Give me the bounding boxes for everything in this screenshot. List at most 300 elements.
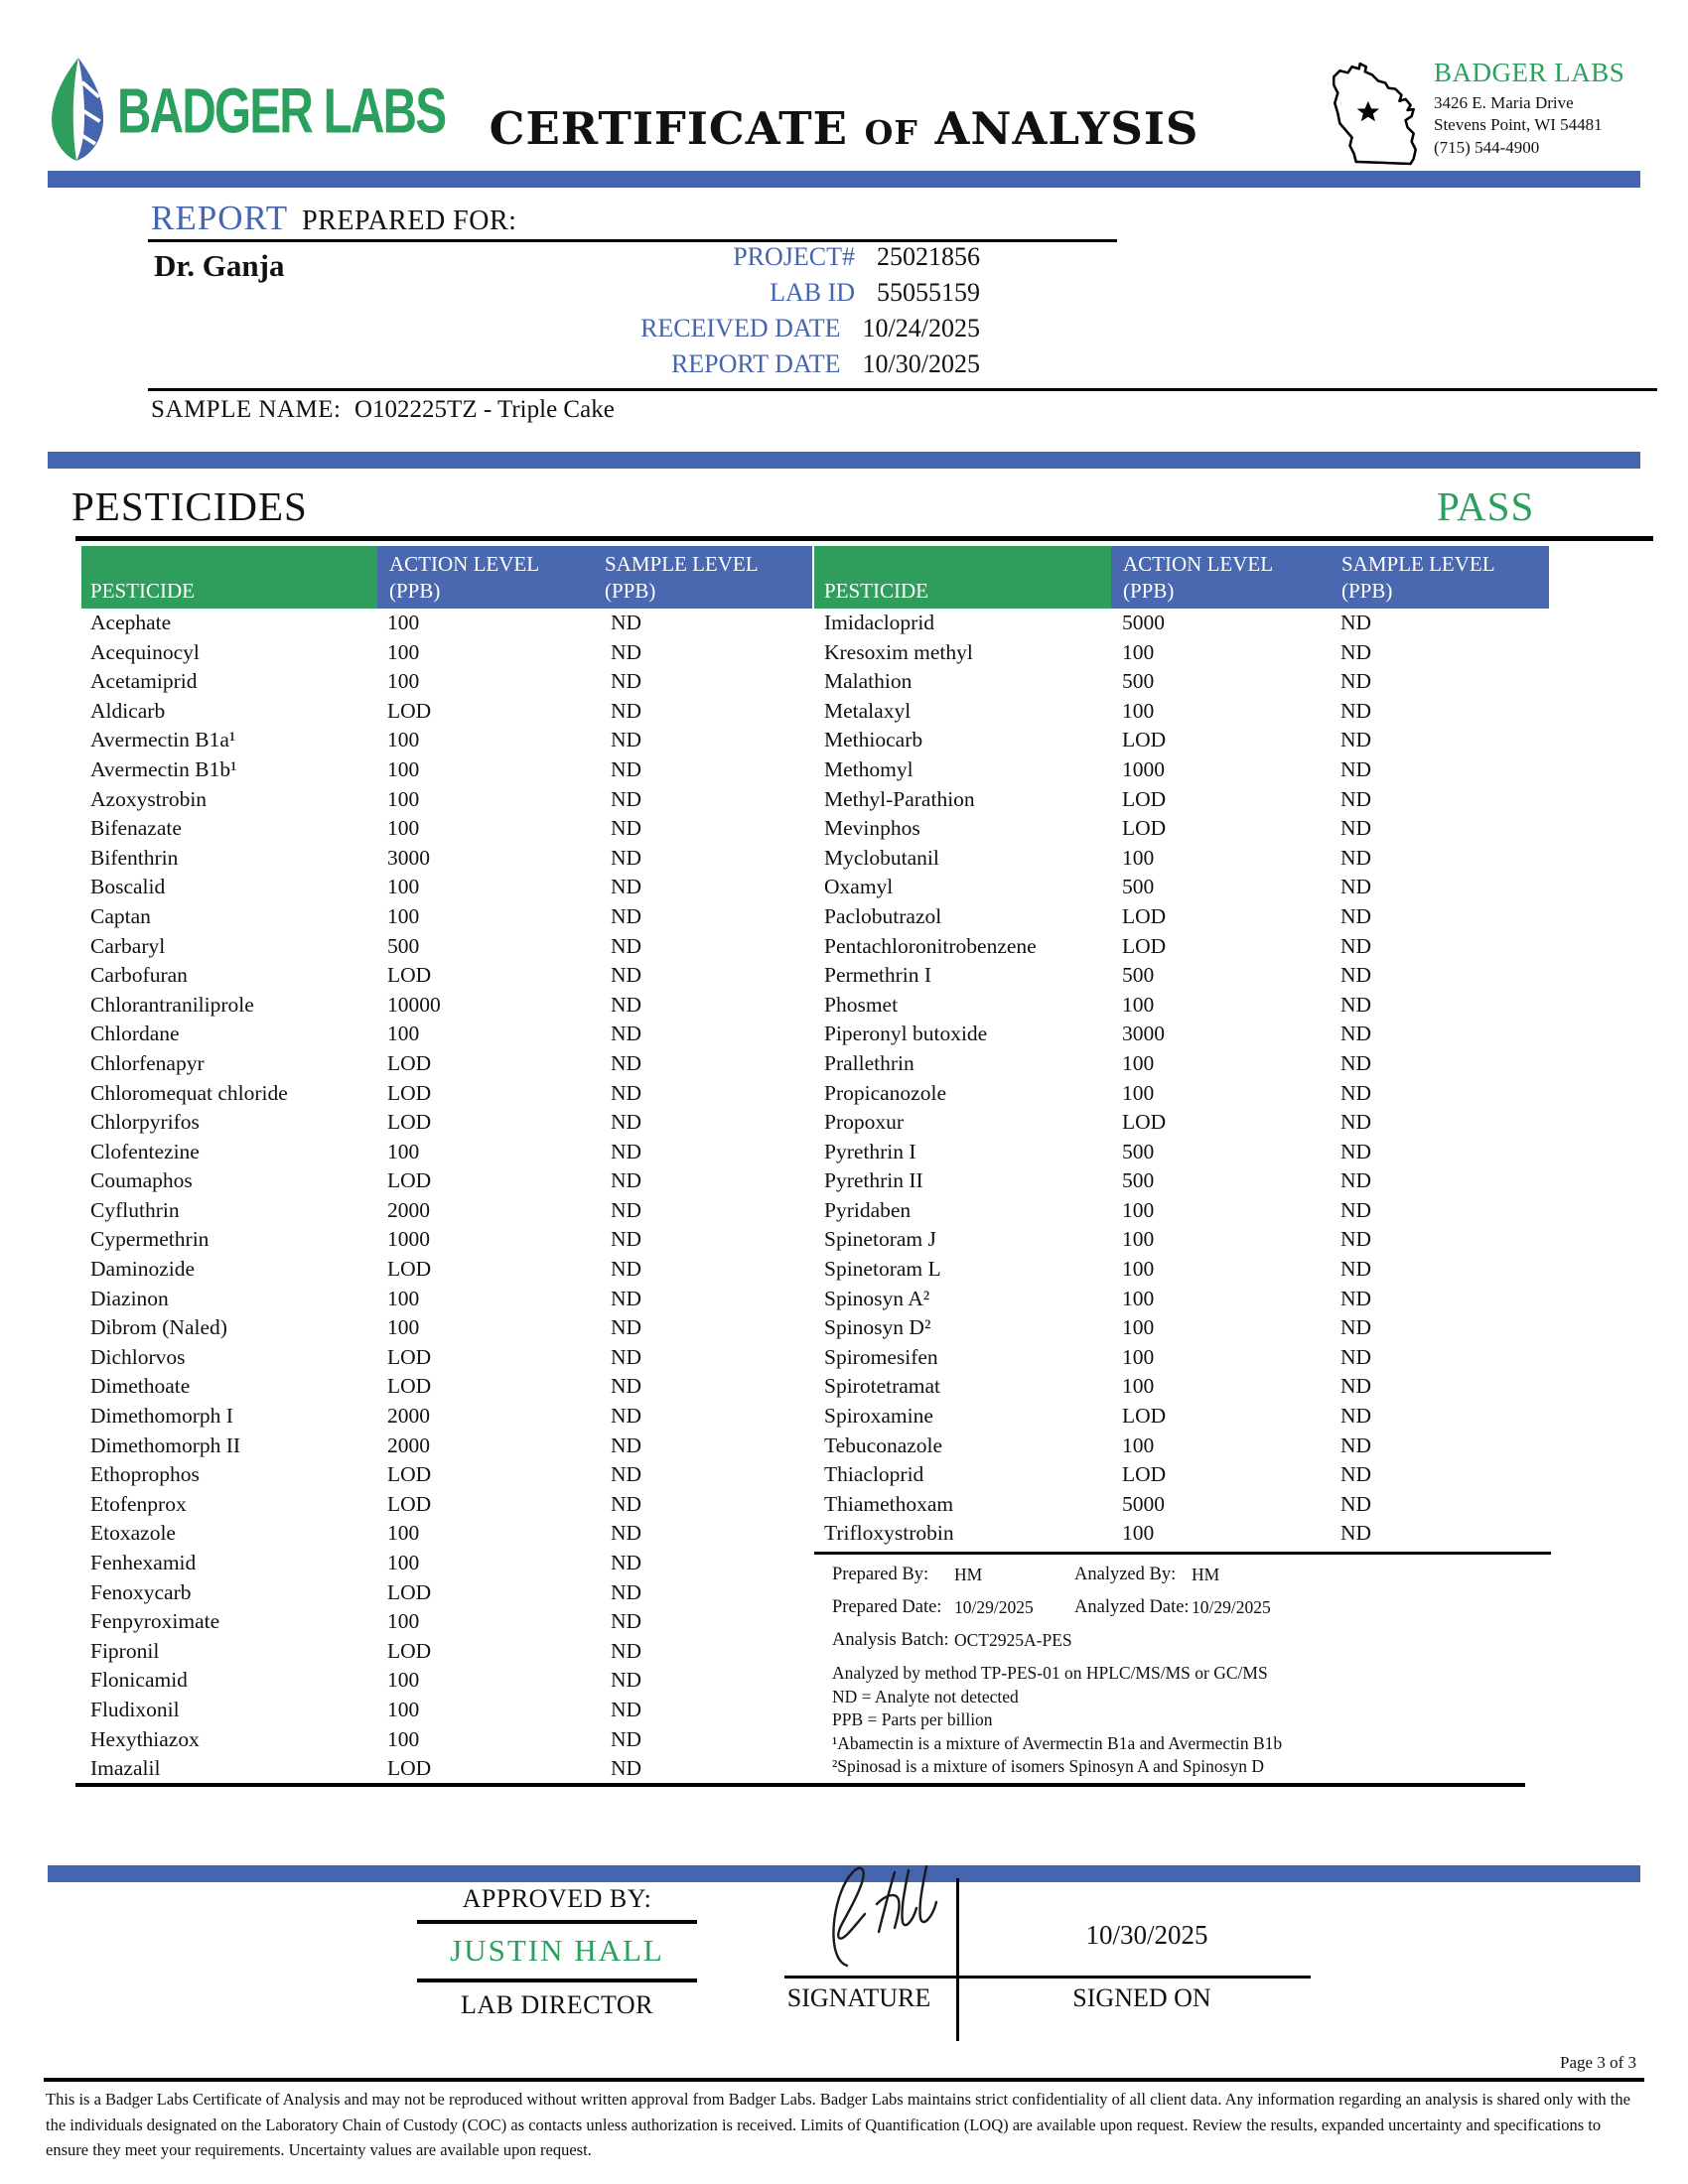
action-level-cell: 100 xyxy=(1122,639,1155,664)
method-note-line: ND = Analyte not detected xyxy=(832,1686,1019,1706)
sample-name-label: SAMPLE NAME: xyxy=(151,396,342,423)
prepared-date-label: Prepared Date: xyxy=(832,1597,942,1617)
analyzed-date-value: 10/29/2025 xyxy=(1192,1597,1271,1617)
pesticide-name-cell: Paclobutrazol xyxy=(824,903,942,928)
pesticide-row xyxy=(814,961,1551,991)
title-analysis: ANALYSIS xyxy=(934,102,1199,155)
pesticide-row xyxy=(814,1372,1551,1402)
sample-level-cell: ND xyxy=(1340,698,1372,723)
action-level-cell: LOD xyxy=(387,1491,432,1516)
pesticide-name-cell: Dimethoate xyxy=(90,1374,191,1399)
analyzed-date-label: Analyzed Date: xyxy=(1074,1597,1190,1617)
pesticide-row xyxy=(81,844,812,874)
pesticide-name-cell: Azoxystrobin xyxy=(90,786,208,811)
sample-level-cell: ND xyxy=(1340,1168,1372,1193)
action-level-cell: 100 xyxy=(387,1022,420,1046)
action-level-cell: 100 xyxy=(1122,1227,1155,1252)
sample-level-cell: ND xyxy=(611,639,642,664)
action-level-cell: 500 xyxy=(1122,669,1155,694)
pesticide-row xyxy=(814,697,1551,727)
sample-level-cell: ND xyxy=(1340,1050,1372,1075)
sample-level-cell: ND xyxy=(611,903,642,928)
action-level-cell: LOD xyxy=(387,1579,432,1604)
pesticide-row xyxy=(81,1313,812,1343)
pesticide-name-cell: Oxamyl xyxy=(824,875,894,899)
sample-level-cell: ND xyxy=(611,1579,642,1604)
sample-level-cell: ND xyxy=(611,1433,642,1457)
approver-name: JUSTIN HALL xyxy=(450,1933,664,1968)
pesticide-name-cell: Chlorantraniliprole xyxy=(90,992,254,1017)
sample-level-cell: ND xyxy=(611,1462,642,1487)
sample-level-cell: ND xyxy=(611,1404,642,1429)
action-level-cell: 100 xyxy=(387,1315,420,1340)
pesticide-row xyxy=(81,1196,812,1226)
pesticide-name-cell: Permethrin I xyxy=(824,963,932,988)
sample-level-cell: ND xyxy=(611,1697,642,1721)
sample-level-cell: ND xyxy=(1340,933,1372,958)
action-level-cell: 3000 xyxy=(387,845,430,870)
pesticide-name-cell: Cypermethrin xyxy=(90,1227,210,1252)
action-level-cell: 10000 xyxy=(387,992,441,1017)
pesticide-row xyxy=(81,667,812,697)
report-info-value: 55055159 xyxy=(877,278,980,307)
sample-level-cell: ND xyxy=(611,1110,642,1135)
pesticide-row xyxy=(81,873,812,902)
pesticide-row xyxy=(81,1372,812,1402)
wisconsin-state-icon xyxy=(1323,55,1430,166)
analyzed-by-label: Analyzed By: xyxy=(1074,1565,1177,1584)
action-level-cell: 500 xyxy=(1122,1139,1155,1163)
pesticide-name-cell: Metalaxyl xyxy=(824,698,912,723)
pesticide-row xyxy=(81,1519,812,1549)
action-level-cell: 100 xyxy=(1122,992,1155,1017)
action-level-cell: LOD xyxy=(1122,933,1167,958)
sample-level-cell: ND xyxy=(1340,1315,1372,1340)
action-level-cell: 100 xyxy=(387,611,420,634)
divider-bar-middle xyxy=(48,452,1640,469)
pesticide-name-cell: Daminozide xyxy=(90,1257,196,1282)
action-level-cell: 5000 xyxy=(1122,1491,1165,1516)
signature-divider-line xyxy=(956,1878,959,2041)
sample-level-cell: ND xyxy=(611,1197,642,1222)
pesticide-name-cell: Malathion xyxy=(824,669,913,694)
sample-level-cell: ND xyxy=(611,1638,642,1663)
analysis-batch-label: Analysis Batch: xyxy=(832,1630,949,1650)
pesticide-name-cell: Bifenthrin xyxy=(90,845,179,870)
sample-level-cell: ND xyxy=(611,1080,642,1105)
action-level-cell: 2000 xyxy=(387,1197,430,1222)
action-level-cell: 500 xyxy=(1122,963,1155,988)
prepared-analyzed-by-row xyxy=(814,1559,1551,1591)
sample-level-cell: ND xyxy=(1340,1286,1372,1310)
action-level-cell: 100 xyxy=(1122,1521,1155,1546)
analyzed-by-value: HM xyxy=(1192,1565,1220,1584)
pesticide-row xyxy=(814,1166,1551,1196)
action-level-cell: 100 xyxy=(1122,698,1155,723)
action-level-cell: 500 xyxy=(1122,1168,1155,1193)
pesticide-row xyxy=(814,1343,1551,1373)
sample-level-cell: ND xyxy=(611,1257,642,1282)
disclaimer-text: This is a Badger Labs Certificate of Analysis and may not be reproduced without written approval from Badger Labs. Badger Labs maintains strict confidentiality of all client data. Any information regarding an analysis is shared only with the the individuals designated on the Laboratory Chain of Custody (COC) as contacts unless authorization is received. Limits of Quantification (LOQ) are available upon request. Review the results, expanded uncertainty and specifications to ensure they meet your requirements. Uncertainty values are available upon request. xyxy=(46,2090,1630,2160)
sample-level-cell: ND xyxy=(611,816,642,841)
pesticides-table-left-rows xyxy=(81,609,812,1784)
approved-by-label: APPROVED BY: xyxy=(462,1884,652,1913)
action-level-cell: 100 xyxy=(387,903,420,928)
action-level-cell: LOD xyxy=(387,1050,432,1075)
pesticide-row xyxy=(814,1285,1551,1314)
prepared-by-label: Prepared By: xyxy=(832,1565,929,1584)
pesticide-name-cell: Fludixonil xyxy=(90,1697,180,1721)
sample-level-cell: ND xyxy=(611,1022,642,1046)
report-info-label: REPORT DATE xyxy=(670,349,841,378)
action-level-cell: 500 xyxy=(1122,875,1155,899)
pesticide-row xyxy=(81,755,812,785)
col-header-pesticide-left: PESTICIDE xyxy=(81,546,377,609)
pesticide-row xyxy=(814,638,1551,668)
pesticide-name-cell: Tebuconazole xyxy=(824,1433,943,1457)
pesticides-table-right-rows xyxy=(814,609,1551,1549)
client-name: Dr. Ganja xyxy=(154,248,285,283)
pesticide-name-cell: Spinetoram J xyxy=(824,1227,936,1252)
prepared-analyzed-date-row xyxy=(814,1591,1551,1624)
sample-level-cell: ND xyxy=(1340,963,1372,988)
lab-address xyxy=(1434,92,1624,159)
pesticide-name-cell: Etoxazole xyxy=(90,1521,176,1546)
report-prepared-for-heading xyxy=(151,199,516,238)
pesticide-row xyxy=(81,1578,812,1608)
report-info-row xyxy=(496,314,980,349)
pesticide-name-cell: Hexythiazox xyxy=(90,1726,200,1751)
signature-image xyxy=(809,1848,978,1976)
sample-level-cell: ND xyxy=(1340,1374,1372,1399)
action-level-cell: LOD xyxy=(1122,903,1167,928)
report-info-value: 10/24/2025 xyxy=(862,314,980,342)
badger-labs-leaf-logo-icon xyxy=(45,56,110,163)
pesticide-row xyxy=(81,1549,812,1578)
action-level-cell: LOD xyxy=(387,698,432,723)
action-level-cell: LOD xyxy=(387,1257,432,1282)
pesticide-row xyxy=(81,991,812,1021)
title-certificate: CERTIFICATE xyxy=(489,102,848,155)
pesticide-name-cell: Prallethrin xyxy=(824,1050,914,1075)
sample-level-cell: ND xyxy=(1340,669,1372,694)
pesticide-name-cell: Spinosyn D² xyxy=(824,1315,931,1340)
report-info-value: 10/30/2025 xyxy=(862,349,980,378)
pesticide-row xyxy=(81,1607,812,1637)
pesticide-row xyxy=(814,1020,1551,1049)
action-level-cell: 3000 xyxy=(1122,1022,1165,1046)
pesticide-name-cell: Dimethomorph I xyxy=(90,1404,233,1429)
pesticide-name-cell: Aldicarb xyxy=(90,698,166,723)
pesticide-name-cell: Pentachloronitrobenzene xyxy=(824,933,1037,958)
sample-level-cell: ND xyxy=(1340,1433,1372,1457)
pesticide-name-cell: Carbaryl xyxy=(90,933,166,958)
method-notes xyxy=(832,1662,1551,1779)
action-level-cell: 100 xyxy=(1122,1344,1155,1369)
pesticide-row xyxy=(814,1255,1551,1285)
prepared-for-label: PREPARED FOR: xyxy=(302,205,517,236)
pesticide-row xyxy=(81,1460,812,1490)
report-info-label: LAB ID xyxy=(770,278,855,307)
pesticide-row xyxy=(81,1696,812,1725)
pesticide-name-cell: Propoxur xyxy=(824,1110,905,1135)
col-header-action-left: ACTION LEVEL (PPB) xyxy=(389,552,540,604)
pesticide-row xyxy=(814,667,1551,697)
report-info-value: 25021856 xyxy=(877,242,980,271)
sample-level-cell: ND xyxy=(611,1491,642,1516)
sample-level-cell: ND xyxy=(611,1050,642,1075)
pesticide-row xyxy=(81,697,812,727)
report-info-row xyxy=(496,242,980,278)
pesticide-name-cell: Cyfluthrin xyxy=(90,1197,180,1222)
sample-level-cell: ND xyxy=(611,1168,642,1193)
action-level-cell: 100 xyxy=(1122,1286,1155,1310)
pesticide-row xyxy=(814,873,1551,902)
col-header-action-right: ACTION LEVEL (PPB) xyxy=(1123,552,1274,604)
action-level-cell: 100 xyxy=(387,1521,420,1546)
analysis-batch-value: OCT2925A-PES xyxy=(954,1630,1072,1650)
pesticide-name-cell: Phosmet xyxy=(824,992,899,1017)
action-level-cell: 1000 xyxy=(387,1227,430,1252)
pesticide-row xyxy=(81,785,812,815)
action-level-cell: 100 xyxy=(1122,845,1155,870)
sample-level-cell: ND xyxy=(1340,816,1372,841)
divider-bar-top xyxy=(48,171,1640,188)
sample-level-cell: ND xyxy=(1340,1139,1372,1163)
sample-level-cell: ND xyxy=(611,1374,642,1399)
sample-level-cell: ND xyxy=(1340,1462,1372,1487)
sample-level-cell: ND xyxy=(611,875,642,899)
pesticide-row xyxy=(814,1519,1551,1549)
pesticide-row xyxy=(814,1108,1551,1138)
pesticide-row xyxy=(81,609,812,638)
pesticide-row xyxy=(81,1225,812,1255)
action-level-cell: 100 xyxy=(387,669,420,694)
pesticide-name-cell: Spinosyn A² xyxy=(824,1286,930,1310)
pesticide-name-cell: Trifloxystrobin xyxy=(824,1521,954,1546)
action-level-cell: 100 xyxy=(387,728,420,752)
sample-level-cell: ND xyxy=(611,845,642,870)
pesticide-row xyxy=(81,814,812,844)
action-level-cell: LOD xyxy=(1122,1110,1167,1135)
sample-level-cell: ND xyxy=(1340,1404,1372,1429)
sample-level-cell: ND xyxy=(611,1521,642,1546)
method-note-line: ²Spinosad is a mixture of isomers Spinosyn A and Spinosyn D xyxy=(832,1756,1264,1776)
pesticide-name-cell: Dimethomorph II xyxy=(90,1433,241,1457)
lab-address-line: Stevens Point, WI 54481 xyxy=(1434,115,1603,135)
pesticide-name-cell: Piperonyl butoxide xyxy=(824,1022,988,1046)
pesticide-row xyxy=(81,932,812,962)
method-note-line: Analyzed by method TP-PES-01 on HPLC/MS/MS or GC/MS xyxy=(832,1663,1268,1683)
logo-wordmark: BADGER LABS xyxy=(117,74,446,146)
footer-rule xyxy=(44,2078,1644,2082)
sample-level-cell: ND xyxy=(611,933,642,958)
col-header-sample-right: SAMPLE LEVEL (PPB) xyxy=(1341,552,1495,604)
action-level-cell: 100 xyxy=(1122,1257,1155,1282)
pesticide-row xyxy=(81,1490,812,1520)
right-column-bottom-rule xyxy=(814,1552,1551,1555)
pesticide-name-cell: Chlorfenapyr xyxy=(90,1050,205,1075)
method-note-line: PPB = Parts per billion xyxy=(832,1709,993,1729)
action-level-cell: 100 xyxy=(387,1668,420,1693)
section-title: PESTICIDES xyxy=(71,483,308,529)
sample-level-cell: ND xyxy=(611,786,642,811)
pesticide-name-cell: Methiocarb xyxy=(824,728,923,752)
pesticide-name-cell: Coumaphos xyxy=(90,1168,193,1193)
pesticide-name-cell: Thiacloprid xyxy=(824,1462,924,1487)
pesticide-row xyxy=(81,1108,812,1138)
pesticide-row xyxy=(81,902,812,932)
sample-level-cell: ND xyxy=(1340,1110,1372,1135)
sample-name-rule xyxy=(148,388,1657,391)
sample-level-cell: ND xyxy=(611,1344,642,1369)
report-info-row xyxy=(496,349,980,385)
pesticide-row xyxy=(814,785,1551,815)
sample-level-cell: ND xyxy=(611,1139,642,1163)
action-level-cell: LOD xyxy=(387,1344,432,1369)
action-level-cell: 100 xyxy=(1122,1433,1155,1457)
pesticide-name-cell: Methomyl xyxy=(824,756,914,781)
pesticide-name-cell: Dichlorvos xyxy=(90,1344,186,1369)
pesticide-name-cell: Fenpyroximate xyxy=(90,1609,220,1634)
pesticide-name-cell: Pyrethrin II xyxy=(824,1168,923,1193)
pesticide-row xyxy=(814,844,1551,874)
sample-level-cell: ND xyxy=(611,963,642,988)
pesticide-name-cell: Captan xyxy=(90,903,151,928)
approver-rule xyxy=(417,1979,697,1982)
pesticide-row xyxy=(814,609,1551,638)
action-level-cell: 100 xyxy=(387,1139,420,1163)
action-level-cell: LOD xyxy=(387,1374,432,1399)
pesticide-row xyxy=(81,1049,812,1079)
action-level-cell: 2000 xyxy=(387,1404,430,1429)
pesticide-name-cell: Dibrom (Naled) xyxy=(90,1315,227,1340)
action-level-cell: LOD xyxy=(387,1080,432,1105)
pesticide-name-cell: Chloromequat chloride xyxy=(90,1080,288,1105)
action-level-cell: LOD xyxy=(387,1462,432,1487)
status-badge: PASS xyxy=(1437,483,1535,529)
sample-level-cell: ND xyxy=(611,611,642,634)
pesticide-name-cell: Chlorpyrifos xyxy=(90,1110,200,1135)
pesticide-name-cell: Clofentezine xyxy=(90,1139,200,1163)
pesticide-name-cell: Pyridaben xyxy=(824,1197,912,1222)
action-level-cell: 100 xyxy=(1122,1050,1155,1075)
sample-level-cell: ND xyxy=(611,756,642,781)
sample-level-cell: ND xyxy=(611,1227,642,1252)
col-header-sample-left: SAMPLE LEVEL (PPB) xyxy=(605,552,759,604)
pesticide-name-cell: Methyl-Parathion xyxy=(824,786,975,811)
sample-level-cell: ND xyxy=(611,698,642,723)
pesticide-name-cell: Fipronil xyxy=(90,1638,160,1663)
pesticide-row xyxy=(81,1020,812,1049)
report-info-label: PROJECT# xyxy=(733,242,855,271)
pesticide-row xyxy=(814,814,1551,844)
prepared-date-value: 10/29/2025 xyxy=(954,1597,1034,1617)
sample-name-value: O102225TZ - Triple Cake xyxy=(354,396,615,423)
pesticide-name-cell: Bifenazate xyxy=(90,816,182,841)
sample-level-cell: ND xyxy=(611,1315,642,1340)
sample-level-cell: ND xyxy=(611,669,642,694)
analysis-batch-row xyxy=(814,1624,1551,1657)
sample-level-cell: ND xyxy=(1340,756,1372,781)
sample-level-cell: ND xyxy=(1340,875,1372,899)
pesticide-row xyxy=(814,1490,1551,1520)
pesticide-name-cell: Chlordane xyxy=(90,1022,180,1046)
pesticide-row xyxy=(81,1138,812,1167)
pesticide-name-cell: Mevinphos xyxy=(824,816,920,841)
lab-address-line: 3426 E. Maria Drive xyxy=(1434,93,1574,112)
action-level-cell: 100 xyxy=(1122,1315,1155,1340)
document-title xyxy=(427,102,1261,155)
sample-level-cell: ND xyxy=(1340,1197,1372,1222)
table-bottom-rule xyxy=(75,1783,1525,1787)
sample-level-cell: ND xyxy=(1340,845,1372,870)
sample-level-cell: ND xyxy=(1340,1521,1372,1546)
sample-level-cell: ND xyxy=(611,1726,642,1751)
pesticide-row xyxy=(814,1138,1551,1167)
pesticide-name-cell: Imazalil xyxy=(90,1756,161,1781)
action-level-cell: 100 xyxy=(1122,1374,1155,1399)
action-level-cell: LOD xyxy=(387,1168,432,1193)
pesticide-row xyxy=(814,1196,1551,1226)
action-level-cell: 100 xyxy=(387,756,420,781)
sample-level-cell: ND xyxy=(1340,639,1372,664)
approved-by-rule xyxy=(417,1920,697,1924)
sample-level-cell: ND xyxy=(611,728,642,752)
action-level-cell: 100 xyxy=(387,786,420,811)
sample-level-cell: ND xyxy=(611,992,642,1017)
report-info-row xyxy=(496,278,980,314)
pesticide-row xyxy=(81,961,812,991)
col-header-pesticide-right: PESTICIDE xyxy=(814,546,1111,609)
action-level-cell: 100 xyxy=(387,816,420,841)
sample-level-cell: ND xyxy=(611,1286,642,1310)
action-level-cell: 5000 xyxy=(1122,611,1165,634)
approver-title: LAB DIRECTOR xyxy=(460,1990,654,2019)
report-info-label: RECEIVED DATE xyxy=(640,314,841,342)
pesticide-row xyxy=(814,1432,1551,1461)
pesticide-row xyxy=(81,1285,812,1314)
sample-level-cell: ND xyxy=(1340,1344,1372,1369)
pesticide-name-cell: Spinetoram L xyxy=(824,1257,941,1282)
pesticide-name-cell: Acephate xyxy=(90,611,172,634)
lab-name: BADGER LABS xyxy=(1434,58,1625,87)
pesticides-table-header xyxy=(81,546,1549,609)
pesticide-name-cell: Etofenprox xyxy=(90,1491,187,1516)
pesticide-name-cell: Thiamethoxam xyxy=(824,1491,954,1516)
section-underline xyxy=(75,536,1653,541)
pesticide-name-cell: Carbofuran xyxy=(90,963,188,988)
pesticide-name-cell: Spiromesifen xyxy=(824,1344,938,1369)
pesticide-row xyxy=(81,726,812,755)
action-level-cell: LOD xyxy=(387,1110,432,1135)
pesticide-name-cell: Acetamiprid xyxy=(90,669,198,694)
action-level-cell: LOD xyxy=(387,1638,432,1663)
action-level-cell: 100 xyxy=(387,875,420,899)
pesticide-name-cell: Myclobutanil xyxy=(824,845,939,870)
sample-level-cell: ND xyxy=(1340,1491,1372,1516)
action-level-cell: LOD xyxy=(387,963,432,988)
sample-level-cell: ND xyxy=(611,1551,642,1574)
signature-label: SIGNATURE xyxy=(786,1983,931,2012)
sample-level-cell: ND xyxy=(1340,728,1372,752)
pesticide-name-cell: Pyrethrin I xyxy=(824,1139,916,1163)
pesticide-name-cell: Imidacloprid xyxy=(824,611,935,634)
method-note-line: ¹Abamectin is a mixture of Avermectin B1a and Avermectin B1b xyxy=(832,1732,1283,1753)
pesticide-row xyxy=(814,1313,1551,1343)
pesticide-row xyxy=(81,638,812,668)
action-level-cell: 100 xyxy=(387,1697,420,1721)
